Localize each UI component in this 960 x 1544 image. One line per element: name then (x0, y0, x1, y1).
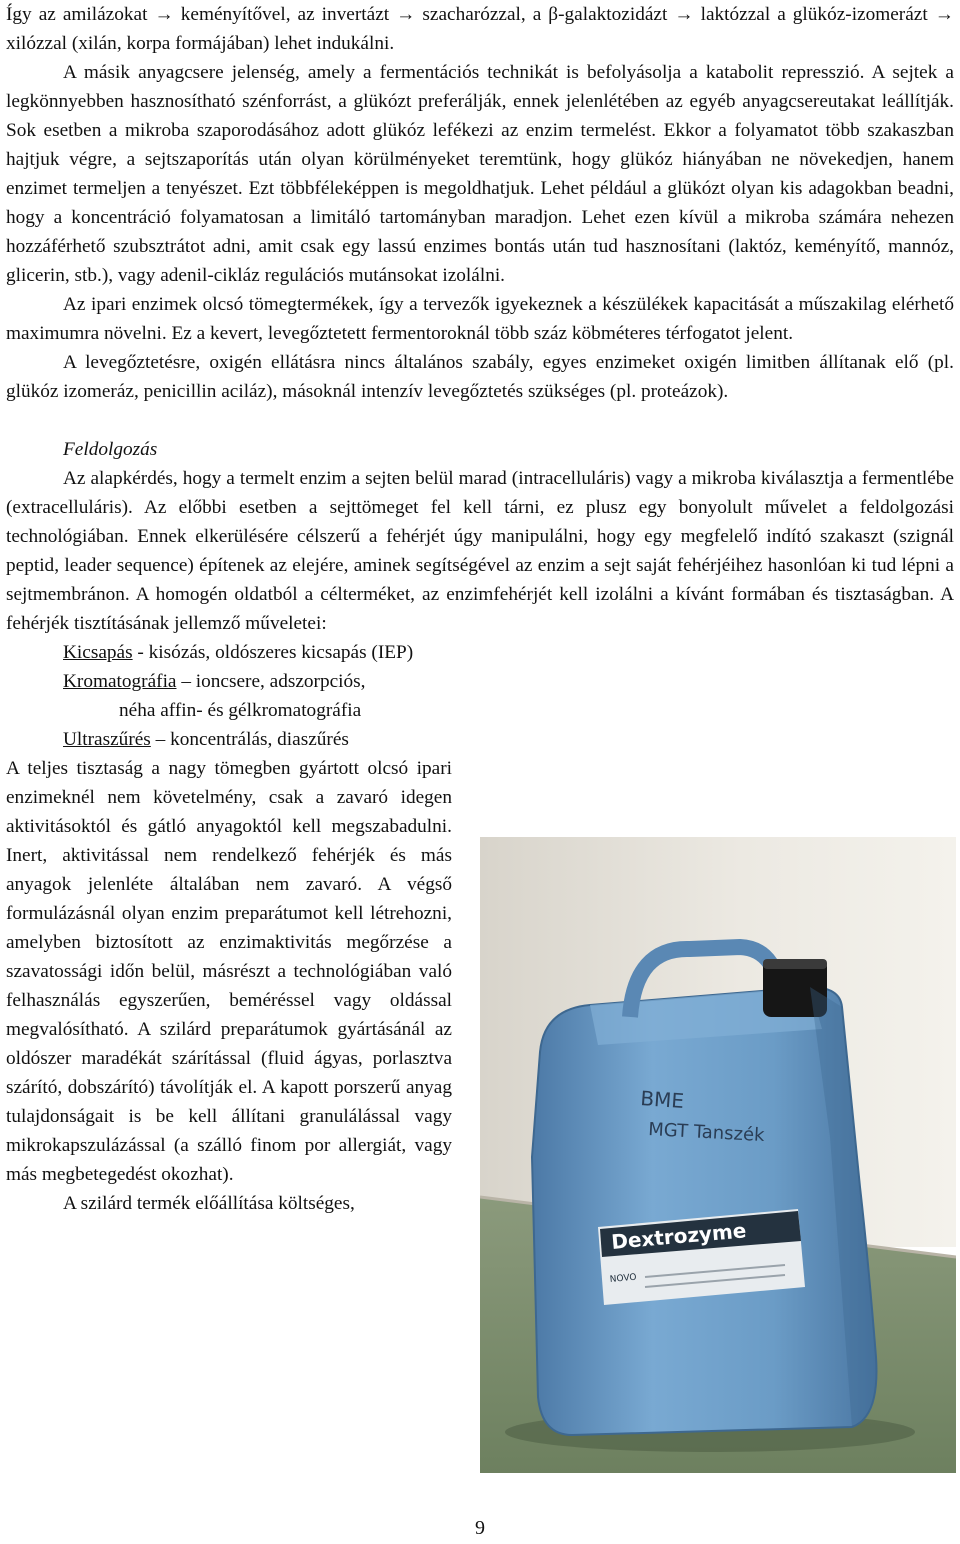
label-maker-text: NOVO (609, 1272, 637, 1285)
operation-description: – ioncsere, adszorpciós, (176, 671, 366, 692)
operation-description: - kisózás, oldószeres kicsapás (IEP) (132, 642, 414, 663)
purification-operations-list (6, 638, 954, 754)
paragraph-aeration: A levegőztetésre, oxigén ellátásra nincs általános szabály, egyes enzimeket oxigén limitben állítanak elő (pl. glükóz izomeráz, penicillin aciláz), másoknál intenzív levegőztetés szükséges (pl. proteázok). (6, 352, 954, 402)
handwriting-mark: BME (639, 1086, 685, 1114)
list-item (6, 725, 954, 754)
section-heading: Feldolgozás (63, 439, 158, 460)
list-item (6, 638, 954, 667)
section-spacer (6, 406, 954, 435)
page-number: 9 (475, 1517, 485, 1539)
paragraph-induction: Így az amilázokat → keményítővel, az invertázt → szacharózzal, a β-galaktozidázt → laktózzal a glükóz-izomerázt → xilózzal (xilán, korpa formájában) lehet indukálni. (6, 4, 954, 54)
label-brand-text: Dextrozyme (610, 1218, 748, 1254)
list-item-continuation: néha affin- és gélkromatográfia (119, 700, 362, 721)
paragraph-solid-product: A szilárd termék előállítása költséges, (63, 1193, 355, 1214)
paragraph-processing: Az alapkérdés, hogy a termelt enzim a sejten belül marad (intracelluláris) vagy a mikroba kiválasztja a fermentlébe (extracelluláris). Az előbbi esetben a sejttömeget fel kell tárni, ez plusz egy bonyolult művelet a feldolgozási technológiában. Ennek elkerülésére célszerű a fehérjét úgy manipulálni, hogy egy megfelelő indító szakaszt (szignál peptid, leader sequence) építenek az elejére, aminek segítségével az enzim a sejt saját fehérjéihez hasonlóan ki tud lépni a sejtmembránon. A homogén oldatból a célterméket, az enzimfehérjét kell izolálni a kívánt formában és tisztaságban. A fehérjék tisztításának jellemző műveletei: (6, 468, 954, 634)
wrapped-text-column (6, 754, 452, 1218)
operation-term: Kromatográfia (63, 671, 177, 692)
operation-term: Ultraszűrés (63, 729, 151, 750)
paragraph-industrial-enzymes: Az ipari enzimek olcsó tömegtermékek, így a tervezők igyekeznek a készülékek kapacitását a műszakilag elérhető maximumra növelni. Ez a kevert, levegőztetett fermentoroknál több száz köbméteres térfogatot jelent. (6, 294, 954, 344)
handwriting-mark: MGT Tanszék (647, 1119, 766, 1147)
list-item (6, 667, 954, 696)
operation-term: Kicsapás (63, 642, 133, 663)
paragraph-formulation: A teljes tisztaság a nagy tömegben gyártott olcsó ipari enzimeknél nem követelmény, csak a zavaró idegen aktivitásoktól és gátló anyagoktól kell megszabadulni. Inert, aktivitással nem rendelkező fehérjék és más anyagok jelenléte általában nem zavaró. A végső formulázásnál olyan enzim preparátumot kell létrehozni, amelyben biztosított az enzimaktivitás megőrzése a szavatossági időn belül, másrészt a technológiában való felhasználás egyszerűen, beméréssel vagy oldással megvalósítható. A szilárd preparátumok gyártásánál az oldószer maradékát szárítással (fluid ágyas, porlasztva szárító, dobszárító) távolítják el. A kapott porszerű anyag tulajdonságait is be kell állítani granulálással vagy mikrokapszulázással (a szálló finom por allergiát, vagy más megbetegedést okozhat). (6, 758, 452, 1185)
paragraph-catabolite-repression: A másik anyagcsere jelenség, amely a fermentációs technikát is befolyásolja a katabolit represszió. A sejtek a legkönnyebben hasznosítható szénforrást, a glükózt preferálják, ennek jelenlétében az egyéb anyagcsereutakat leállítják. Sok esetben a mikroba szaporodásához adott glükóz lefékezi az enzim termelést. Ekkor a folyamatot több szakaszban hajtjuk végre, a sejtszaporítás után olyan körülményeket teremtünk, hogy glükóz hiányában ne növekedjen, hanem enzimet termeljen a tenyészet. Ezt többféleképpen is megoldhatjuk. Lehet például a glükózt olyan kis adagokban beadni, hogy a koncentráció folyamatosan a limitáló tartományban maradjon. Lehet ezen kívül a mikroba számára nehezen hozzáférhető szubsztrátot adni, amit csak egy lassú enzimes bontás után tud hasznosítani (laktóz, keményítő, mannóz, glicerin, stb.), vagy adenil-cikláz regulációs mutánsokat izolálni. (6, 62, 954, 286)
enzyme-canister-photo (480, 837, 956, 1473)
operation-description: – koncentrálás, diaszűrés (150, 729, 349, 750)
